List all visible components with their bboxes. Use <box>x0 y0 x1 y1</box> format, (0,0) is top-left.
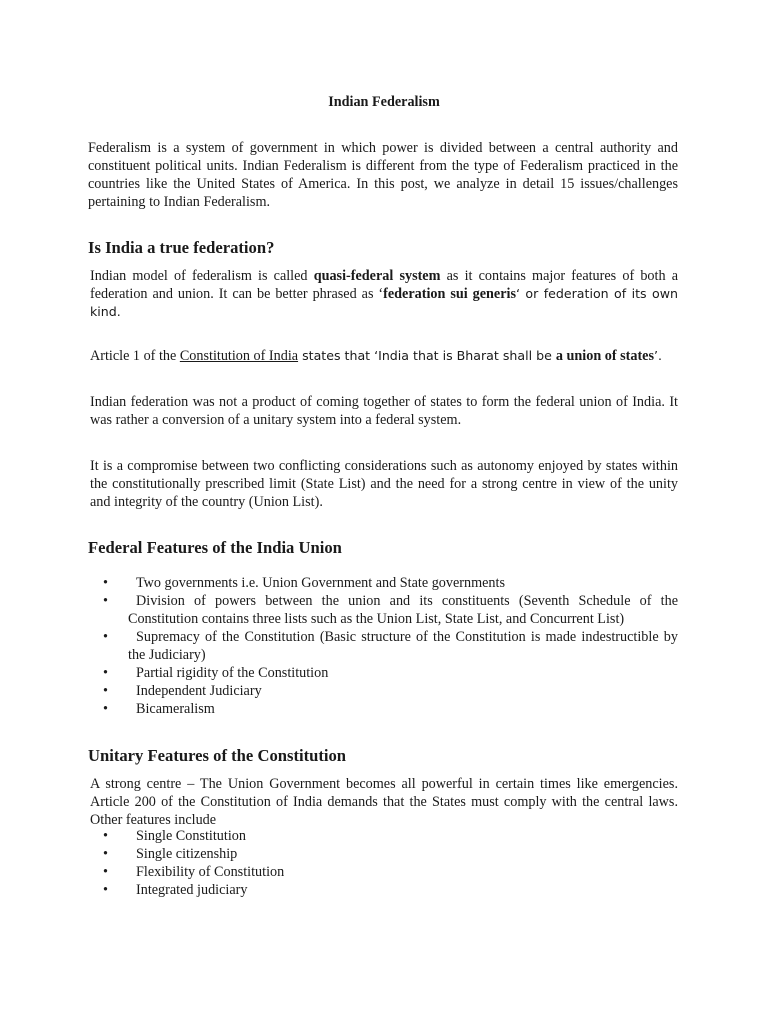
unitary-features-list <box>0 827 678 899</box>
bullet-icon: • <box>103 828 108 844</box>
text-run: states that ‘India that is Bharat shall be <box>298 348 556 363</box>
bullet-icon: • <box>103 665 108 681</box>
list-item <box>0 628 678 664</box>
constitution-of-india-link[interactable]: Constitution of India <box>179 348 299 364</box>
bullet-icon: • <box>103 864 108 880</box>
intro-paragraph: Federalism is a system of government in which power is divided between a central authority and constituent political units. Indian Federalism is different from the type of Federalism practiced in the countries like the United States of America. In this post, we analyze in detail 15 issues/challenges pertaining to Indian Federalism. <box>88 140 678 210</box>
article1-paragraph <box>90 347 678 365</box>
text-run: ’. <box>654 348 663 363</box>
list-item <box>0 845 678 863</box>
list-item-text: Integrated judiciary <box>136 882 248 898</box>
bold-term-union-of-states: a union of states <box>555 348 655 364</box>
list-item <box>0 881 678 899</box>
page-title: Indian Federalism <box>328 94 440 110</box>
list-item-text: Single citizenship <box>136 846 238 862</box>
bullet-icon: • <box>103 575 108 591</box>
list-item <box>0 682 678 700</box>
list-item <box>0 592 678 628</box>
section-heading-unitary-features: Unitary Features of the Constitution <box>88 746 347 765</box>
strong-centre-paragraph: A strong centre – The Union Government becomes all powerful in certain times like emergencies. Article 200 of the Constitution of India demands that the States must comply with the central laws. Other features include <box>90 776 678 828</box>
section-heading-true-federation: Is India a true federation? <box>88 238 275 257</box>
compromise-paragraph: It is a compromise between two conflicting considerations such as autonomy enjoyed by states within the constitutionally prescribed limit (State List) and the need for a strong centre in view of the unity and integrity of the country (Union List). <box>90 458 678 510</box>
bold-term-quasi-federal: quasi-federal system <box>313 268 441 284</box>
text-run: ‘ or federation of its own kind. <box>90 286 678 319</box>
list-item-text: Single Constitution <box>136 828 246 844</box>
list-item-text: Independent Judiciary <box>136 683 262 699</box>
list-item-text: Division of powers between the union and its constituents (Seventh Schedule of the Constitution contains three lists such as the Union List, State List, and Concurrent List) <box>128 593 678 627</box>
bullet-icon: • <box>103 593 108 609</box>
list-item <box>0 700 678 718</box>
bullet-icon: • <box>103 683 108 699</box>
section-heading-federal-features: Federal Features of the India Union <box>88 538 342 557</box>
text-run: Indian model of federalism is called <box>90 268 314 284</box>
federal-features-list <box>0 574 678 718</box>
list-item-text: Two governments i.e. Union Government and State governments <box>136 575 505 591</box>
list-item-text: Supremacy of the Constitution (Basic structure of the Constitution is made indestructible by the Judiciary) <box>128 629 678 663</box>
list-item <box>0 827 678 845</box>
bullet-icon: • <box>103 882 108 898</box>
bullet-icon: • <box>103 701 108 717</box>
bold-term-sui-generis: federation sui generis <box>383 286 516 302</box>
federation-origin-paragraph: Indian federation was not a product of coming together of states to form the federal union of India. It was rather a conversion of a unitary system into a federal system. <box>90 394 678 428</box>
list-item <box>0 863 678 881</box>
bullet-icon: • <box>103 846 108 862</box>
bullet-icon: • <box>103 629 108 645</box>
text-run: as it contains major features of both a federation and union. It can be better phrased as ‘ <box>90 268 679 302</box>
list-item-text: Flexibility of Constitution <box>136 864 285 880</box>
text-run: Article 1 of the <box>90 348 180 364</box>
list-item-text: Partial rigidity of the Constitution <box>136 665 329 681</box>
list-item <box>0 664 678 682</box>
list-item-text: Bicameralism <box>136 701 215 717</box>
quasi-federal-paragraph <box>90 267 678 321</box>
list-item <box>0 574 678 592</box>
